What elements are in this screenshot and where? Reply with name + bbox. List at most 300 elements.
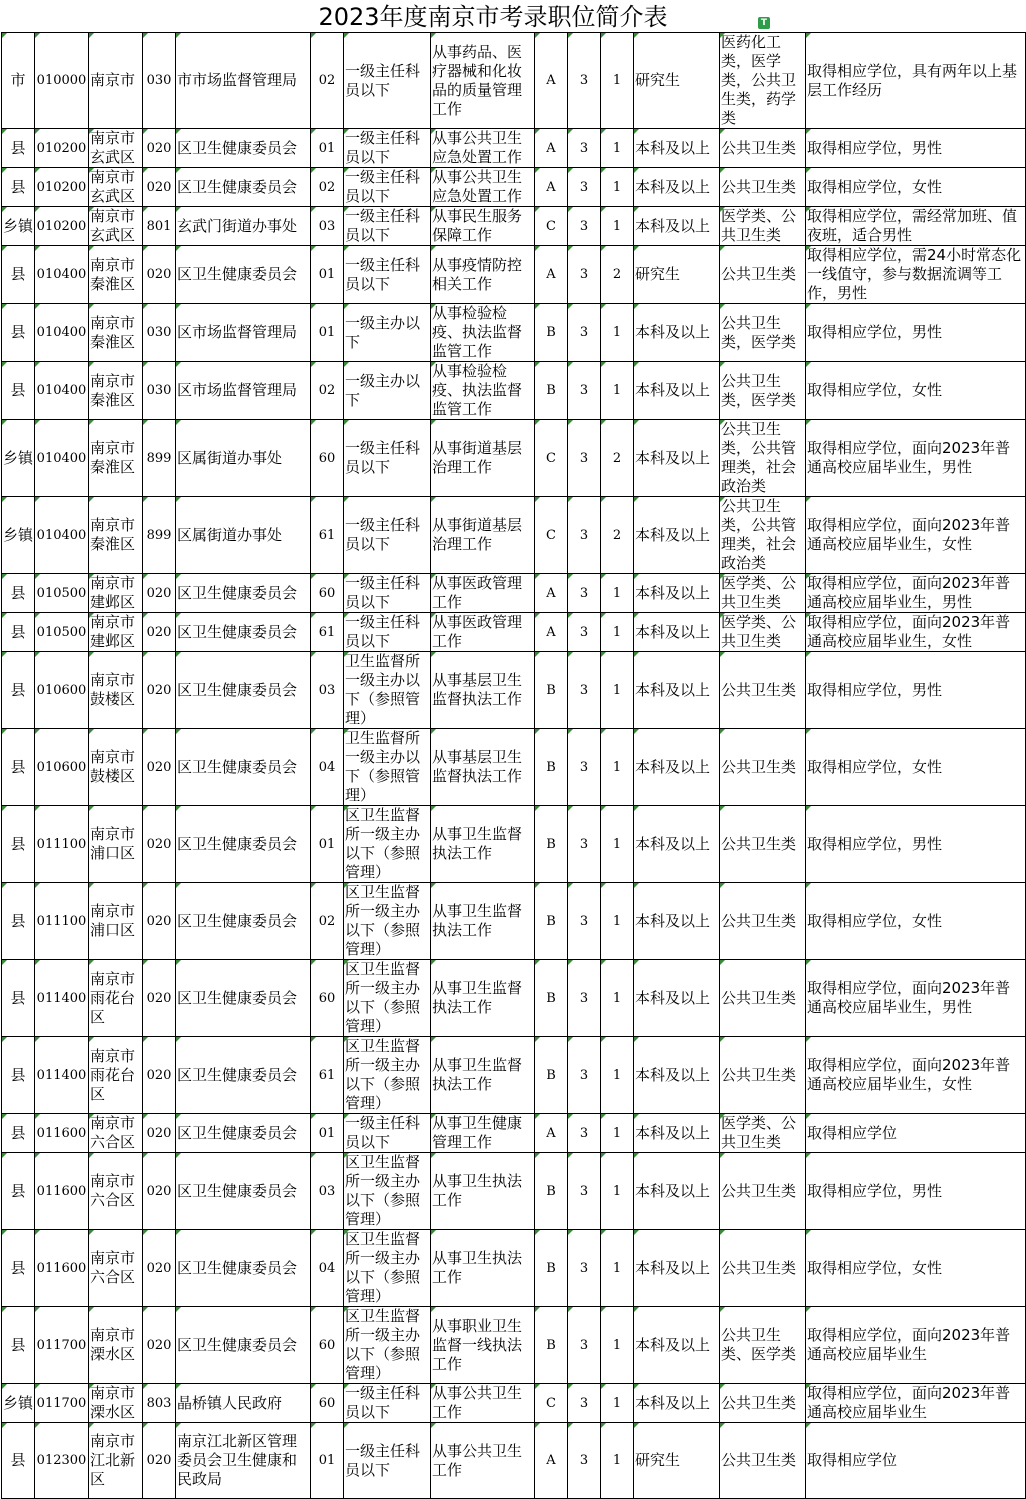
cell-position-code[interactable] (311, 1230, 344, 1307)
cell-headcount[interactable] (601, 806, 634, 883)
cell-headcount[interactable] (601, 652, 634, 729)
cell-unit-code[interactable] (143, 574, 176, 613)
cell-duty[interactable] (431, 246, 535, 304)
cell-requirements[interactable] (806, 1037, 1026, 1114)
cell-education[interactable] (634, 960, 720, 1037)
cell-duty[interactable] (431, 1384, 535, 1423)
cell-duty[interactable] (431, 1153, 535, 1230)
cell-education[interactable] (634, 1423, 720, 1499)
cell-unit-code[interactable] (143, 806, 176, 883)
cell-rank[interactable] (344, 362, 431, 420)
cell-exam-category[interactable] (535, 1384, 568, 1423)
cell-position-code[interactable] (311, 960, 344, 1037)
cell-unit[interactable] (176, 1114, 311, 1153)
cell-requirements[interactable] (806, 168, 1026, 207)
cell-duty[interactable] (431, 883, 535, 960)
cell-unit[interactable] (176, 1307, 311, 1384)
cell-major[interactable] (720, 652, 806, 729)
cell-education[interactable] (634, 613, 720, 652)
cell-education[interactable] (634, 33, 720, 129)
cell-requirements[interactable] (806, 613, 1026, 652)
cell-unit[interactable] (176, 574, 311, 613)
cell-exam-category[interactable] (535, 574, 568, 613)
cell-headcount[interactable] (601, 362, 634, 420)
cell-exam-category[interactable] (535, 33, 568, 129)
cell-level[interactable] (2, 1230, 35, 1307)
cell-headcount[interactable] (601, 168, 634, 207)
cell-unit-code[interactable] (143, 729, 176, 806)
cell-unit-code[interactable] (143, 246, 176, 304)
cell-education[interactable] (634, 362, 720, 420)
cell-unit[interactable] (176, 806, 311, 883)
cell-education[interactable] (634, 1037, 720, 1114)
cell-dept-code[interactable] (35, 574, 89, 613)
cell-headcount[interactable] (601, 960, 634, 1037)
cell-dept-code[interactable] (35, 1037, 89, 1114)
cell-exam-category[interactable] (535, 1153, 568, 1230)
cell-exam-category[interactable] (535, 883, 568, 960)
cell-education[interactable] (634, 1114, 720, 1153)
cell-unit-code[interactable] (143, 1423, 176, 1499)
cell-dept-code[interactable] (35, 246, 89, 304)
cell-major[interactable] (720, 168, 806, 207)
cell-rank[interactable] (344, 1307, 431, 1384)
cell-region[interactable] (89, 304, 143, 362)
cell-level[interactable] (2, 168, 35, 207)
cell-position-code[interactable] (311, 168, 344, 207)
cell-unit[interactable] (176, 304, 311, 362)
cell-dept-code[interactable] (35, 1307, 89, 1384)
cell-major[interactable] (720, 613, 806, 652)
cell-rank[interactable] (344, 806, 431, 883)
cell-headcount[interactable] (601, 1307, 634, 1384)
cell-rank[interactable] (344, 420, 431, 497)
cell-position-code[interactable] (311, 362, 344, 420)
cell-region[interactable] (89, 652, 143, 729)
cell-ratio[interactable] (568, 652, 601, 729)
cell-requirements[interactable] (806, 1153, 1026, 1230)
cell-duty[interactable] (431, 574, 535, 613)
cell-major[interactable] (720, 960, 806, 1037)
cell-position-code[interactable] (311, 1307, 344, 1384)
cell-ratio[interactable] (568, 1423, 601, 1499)
cell-rank[interactable] (344, 729, 431, 806)
cell-education[interactable] (634, 652, 720, 729)
cell-requirements[interactable] (806, 652, 1026, 729)
cell-dept-code[interactable] (35, 1423, 89, 1499)
cell-unit-code[interactable] (143, 304, 176, 362)
cell-requirements[interactable] (806, 420, 1026, 497)
cell-requirements[interactable] (806, 1384, 1026, 1423)
cell-unit[interactable] (176, 33, 311, 129)
cell-headcount[interactable] (601, 1230, 634, 1307)
cell-major[interactable] (720, 883, 806, 960)
cell-region[interactable] (89, 1037, 143, 1114)
cell-level[interactable] (2, 497, 35, 574)
cell-education[interactable] (634, 129, 720, 168)
cell-rank[interactable] (344, 304, 431, 362)
cell-rank[interactable] (344, 497, 431, 574)
cell-unit-code[interactable] (143, 33, 176, 129)
cell-level[interactable] (2, 574, 35, 613)
cell-level[interactable] (2, 1384, 35, 1423)
cell-unit[interactable] (176, 729, 311, 806)
cell-position-code[interactable] (311, 1384, 344, 1423)
cell-region[interactable] (89, 613, 143, 652)
cell-position-code[interactable] (311, 304, 344, 362)
cell-rank[interactable] (344, 1114, 431, 1153)
cell-position-code[interactable] (311, 246, 344, 304)
cell-ratio[interactable] (568, 574, 601, 613)
cell-level[interactable] (2, 1307, 35, 1384)
cell-education[interactable] (634, 1230, 720, 1307)
cell-major[interactable] (720, 1153, 806, 1230)
cell-requirements[interactable] (806, 497, 1026, 574)
cell-major[interactable] (720, 129, 806, 168)
cell-region[interactable] (89, 168, 143, 207)
cell-requirements[interactable] (806, 246, 1026, 304)
cell-region[interactable] (89, 1114, 143, 1153)
cell-region[interactable] (89, 960, 143, 1037)
cell-major[interactable] (720, 246, 806, 304)
cell-dept-code[interactable] (35, 1153, 89, 1230)
cell-headcount[interactable] (601, 207, 634, 246)
cell-dept-code[interactable] (35, 652, 89, 729)
cell-level[interactable] (2, 420, 35, 497)
cell-duty[interactable] (431, 207, 535, 246)
cell-region[interactable] (89, 207, 143, 246)
cell-level[interactable] (2, 729, 35, 806)
cell-position-code[interactable] (311, 1114, 344, 1153)
cell-dept-code[interactable] (35, 420, 89, 497)
cell-ratio[interactable] (568, 246, 601, 304)
cell-major[interactable] (720, 497, 806, 574)
cell-position-code[interactable] (311, 497, 344, 574)
cell-region[interactable] (89, 420, 143, 497)
cell-education[interactable] (634, 883, 720, 960)
cell-dept-code[interactable] (35, 960, 89, 1037)
cell-exam-category[interactable] (535, 729, 568, 806)
cell-position-code[interactable] (311, 1153, 344, 1230)
cell-education[interactable] (634, 806, 720, 883)
cell-duty[interactable] (431, 420, 535, 497)
cell-ratio[interactable] (568, 129, 601, 168)
cell-education[interactable] (634, 420, 720, 497)
cell-headcount[interactable] (601, 1423, 634, 1499)
cell-education[interactable] (634, 246, 720, 304)
cell-requirements[interactable] (806, 806, 1026, 883)
cell-unit[interactable] (176, 168, 311, 207)
cell-education[interactable] (634, 1307, 720, 1384)
cell-position-code[interactable] (311, 729, 344, 806)
cell-ratio[interactable] (568, 304, 601, 362)
cell-exam-category[interactable] (535, 420, 568, 497)
cell-exam-category[interactable] (535, 806, 568, 883)
cell-exam-category[interactable] (535, 207, 568, 246)
cell-headcount[interactable] (601, 497, 634, 574)
cell-level[interactable] (2, 33, 35, 129)
cell-major[interactable] (720, 806, 806, 883)
cell-region[interactable] (89, 1423, 143, 1499)
cell-exam-category[interactable] (535, 497, 568, 574)
cell-requirements[interactable] (806, 1230, 1026, 1307)
cell-region[interactable] (89, 883, 143, 960)
cell-exam-category[interactable] (535, 362, 568, 420)
cell-rank[interactable] (344, 168, 431, 207)
cell-exam-category[interactable] (535, 1114, 568, 1153)
cell-region[interactable] (89, 1153, 143, 1230)
cell-unit[interactable] (176, 960, 311, 1037)
cell-dept-code[interactable] (35, 207, 89, 246)
cell-major[interactable] (720, 729, 806, 806)
cell-requirements[interactable] (806, 1423, 1026, 1499)
cell-rank[interactable] (344, 33, 431, 129)
cell-unit-code[interactable] (143, 1153, 176, 1230)
cell-ratio[interactable] (568, 613, 601, 652)
cell-ratio[interactable] (568, 207, 601, 246)
cell-ratio[interactable] (568, 420, 601, 497)
cell-major[interactable] (720, 420, 806, 497)
cell-position-code[interactable] (311, 129, 344, 168)
cell-unit[interactable] (176, 246, 311, 304)
cell-duty[interactable] (431, 1114, 535, 1153)
cell-exam-category[interactable] (535, 1307, 568, 1384)
cell-region[interactable] (89, 806, 143, 883)
cell-unit[interactable] (176, 613, 311, 652)
cell-major[interactable] (720, 1230, 806, 1307)
cell-level[interactable] (2, 129, 35, 168)
cell-unit[interactable] (176, 420, 311, 497)
cell-major[interactable] (720, 1423, 806, 1499)
cell-level[interactable] (2, 1153, 35, 1230)
cell-level[interactable] (2, 1114, 35, 1153)
cell-exam-category[interactable] (535, 304, 568, 362)
cell-position-code[interactable] (311, 613, 344, 652)
cell-unit-code[interactable] (143, 497, 176, 574)
cell-ratio[interactable] (568, 1307, 601, 1384)
cell-education[interactable] (634, 729, 720, 806)
cell-unit[interactable] (176, 1384, 311, 1423)
cell-exam-category[interactable] (535, 613, 568, 652)
filter-icon[interactable]: T (758, 17, 770, 29)
cell-education[interactable] (634, 1153, 720, 1230)
cell-headcount[interactable] (601, 729, 634, 806)
cell-dept-code[interactable] (35, 1114, 89, 1153)
cell-position-code[interactable] (311, 652, 344, 729)
cell-headcount[interactable] (601, 883, 634, 960)
cell-major[interactable] (720, 1114, 806, 1153)
cell-requirements[interactable] (806, 1307, 1026, 1384)
cell-position-code[interactable] (311, 574, 344, 613)
cell-unit[interactable] (176, 129, 311, 168)
cell-region[interactable] (89, 497, 143, 574)
cell-exam-category[interactable] (535, 1037, 568, 1114)
cell-unit[interactable] (176, 207, 311, 246)
cell-duty[interactable] (431, 362, 535, 420)
cell-level[interactable] (2, 1423, 35, 1499)
cell-position-code[interactable] (311, 207, 344, 246)
cell-unit[interactable] (176, 1423, 311, 1499)
cell-ratio[interactable] (568, 1230, 601, 1307)
cell-major[interactable] (720, 1384, 806, 1423)
cell-requirements[interactable] (806, 129, 1026, 168)
cell-dept-code[interactable] (35, 806, 89, 883)
cell-exam-category[interactable] (535, 1230, 568, 1307)
cell-ratio[interactable] (568, 1384, 601, 1423)
cell-rank[interactable] (344, 613, 431, 652)
cell-rank[interactable] (344, 1153, 431, 1230)
cell-region[interactable] (89, 1384, 143, 1423)
cell-position-code[interactable] (311, 420, 344, 497)
cell-headcount[interactable] (601, 1037, 634, 1114)
cell-headcount[interactable] (601, 574, 634, 613)
cell-rank[interactable] (344, 1384, 431, 1423)
cell-duty[interactable] (431, 1423, 535, 1499)
cell-headcount[interactable] (601, 129, 634, 168)
cell-level[interactable] (2, 246, 35, 304)
cell-level[interactable] (2, 806, 35, 883)
cell-ratio[interactable] (568, 729, 601, 806)
cell-major[interactable] (720, 362, 806, 420)
cell-duty[interactable] (431, 806, 535, 883)
cell-headcount[interactable] (601, 304, 634, 362)
cell-duty[interactable] (431, 729, 535, 806)
cell-unit-code[interactable] (143, 960, 176, 1037)
cell-duty[interactable] (431, 1307, 535, 1384)
cell-ratio[interactable] (568, 33, 601, 129)
cell-level[interactable] (2, 362, 35, 420)
cell-major[interactable] (720, 207, 806, 246)
cell-unit-code[interactable] (143, 168, 176, 207)
cell-duty[interactable] (431, 168, 535, 207)
cell-unit-code[interactable] (143, 1114, 176, 1153)
cell-rank[interactable] (344, 574, 431, 613)
cell-education[interactable] (634, 168, 720, 207)
cell-level[interactable] (2, 652, 35, 729)
cell-dept-code[interactable] (35, 613, 89, 652)
cell-requirements[interactable] (806, 304, 1026, 362)
cell-ratio[interactable] (568, 1114, 601, 1153)
cell-unit-code[interactable] (143, 129, 176, 168)
cell-headcount[interactable] (601, 33, 634, 129)
cell-rank[interactable] (344, 1230, 431, 1307)
cell-region[interactable] (89, 33, 143, 129)
cell-education[interactable] (634, 574, 720, 613)
cell-major[interactable] (720, 574, 806, 613)
cell-rank[interactable] (344, 652, 431, 729)
cell-unit-code[interactable] (143, 1230, 176, 1307)
cell-rank[interactable] (344, 960, 431, 1037)
cell-unit[interactable] (176, 1037, 311, 1114)
cell-unit-code[interactable] (143, 420, 176, 497)
cell-position-code[interactable] (311, 1037, 344, 1114)
cell-education[interactable] (634, 207, 720, 246)
cell-rank[interactable] (344, 246, 431, 304)
cell-major[interactable] (720, 1037, 806, 1114)
cell-level[interactable] (2, 613, 35, 652)
cell-rank[interactable] (344, 1037, 431, 1114)
cell-dept-code[interactable] (35, 883, 89, 960)
cell-position-code[interactable] (311, 1423, 344, 1499)
cell-rank[interactable] (344, 129, 431, 168)
cell-dept-code[interactable] (35, 497, 89, 574)
cell-level[interactable] (2, 1037, 35, 1114)
cell-ratio[interactable] (568, 497, 601, 574)
cell-rank[interactable] (344, 207, 431, 246)
cell-duty[interactable] (431, 960, 535, 1037)
cell-major[interactable] (720, 33, 806, 129)
cell-ratio[interactable] (568, 883, 601, 960)
cell-unit-code[interactable] (143, 1307, 176, 1384)
cell-headcount[interactable] (601, 246, 634, 304)
cell-region[interactable] (89, 574, 143, 613)
cell-unit[interactable] (176, 362, 311, 420)
cell-region[interactable] (89, 1307, 143, 1384)
cell-ratio[interactable] (568, 168, 601, 207)
cell-unit[interactable] (176, 883, 311, 960)
cell-unit[interactable] (176, 1230, 311, 1307)
cell-ratio[interactable] (568, 1153, 601, 1230)
cell-unit-code[interactable] (143, 613, 176, 652)
cell-education[interactable] (634, 304, 720, 362)
cell-duty[interactable] (431, 33, 535, 129)
cell-unit-code[interactable] (143, 1384, 176, 1423)
cell-dept-code[interactable] (35, 129, 89, 168)
cell-major[interactable] (720, 1307, 806, 1384)
cell-major[interactable] (720, 304, 806, 362)
cell-position-code[interactable] (311, 883, 344, 960)
cell-unit[interactable] (176, 652, 311, 729)
cell-unit[interactable] (176, 497, 311, 574)
cell-ratio[interactable] (568, 1037, 601, 1114)
cell-level[interactable] (2, 304, 35, 362)
cell-unit-code[interactable] (143, 1037, 176, 1114)
cell-exam-category[interactable] (535, 960, 568, 1037)
cell-requirements[interactable] (806, 362, 1026, 420)
cell-dept-code[interactable] (35, 168, 89, 207)
cell-region[interactable] (89, 129, 143, 168)
cell-headcount[interactable] (601, 1153, 634, 1230)
cell-unit-code[interactable] (143, 207, 176, 246)
cell-dept-code[interactable] (35, 1230, 89, 1307)
cell-region[interactable] (89, 729, 143, 806)
cell-dept-code[interactable] (35, 729, 89, 806)
cell-requirements[interactable] (806, 960, 1026, 1037)
cell-unit-code[interactable] (143, 652, 176, 729)
cell-dept-code[interactable] (35, 33, 89, 129)
cell-position-code[interactable] (311, 33, 344, 129)
cell-education[interactable] (634, 1384, 720, 1423)
cell-region[interactable] (89, 246, 143, 304)
cell-requirements[interactable] (806, 33, 1026, 129)
cell-unit-code[interactable] (143, 362, 176, 420)
cell-region[interactable] (89, 362, 143, 420)
cell-headcount[interactable] (601, 1114, 634, 1153)
cell-dept-code[interactable] (35, 362, 89, 420)
cell-ratio[interactable] (568, 362, 601, 420)
cell-requirements[interactable] (806, 574, 1026, 613)
cell-exam-category[interactable] (535, 168, 568, 207)
cell-rank[interactable] (344, 883, 431, 960)
cell-dept-code[interactable] (35, 1384, 89, 1423)
cell-duty[interactable] (431, 497, 535, 574)
cell-requirements[interactable] (806, 883, 1026, 960)
cell-headcount[interactable] (601, 420, 634, 497)
cell-duty[interactable] (431, 129, 535, 168)
cell-unit[interactable] (176, 1153, 311, 1230)
cell-requirements[interactable] (806, 1114, 1026, 1153)
cell-duty[interactable] (431, 613, 535, 652)
